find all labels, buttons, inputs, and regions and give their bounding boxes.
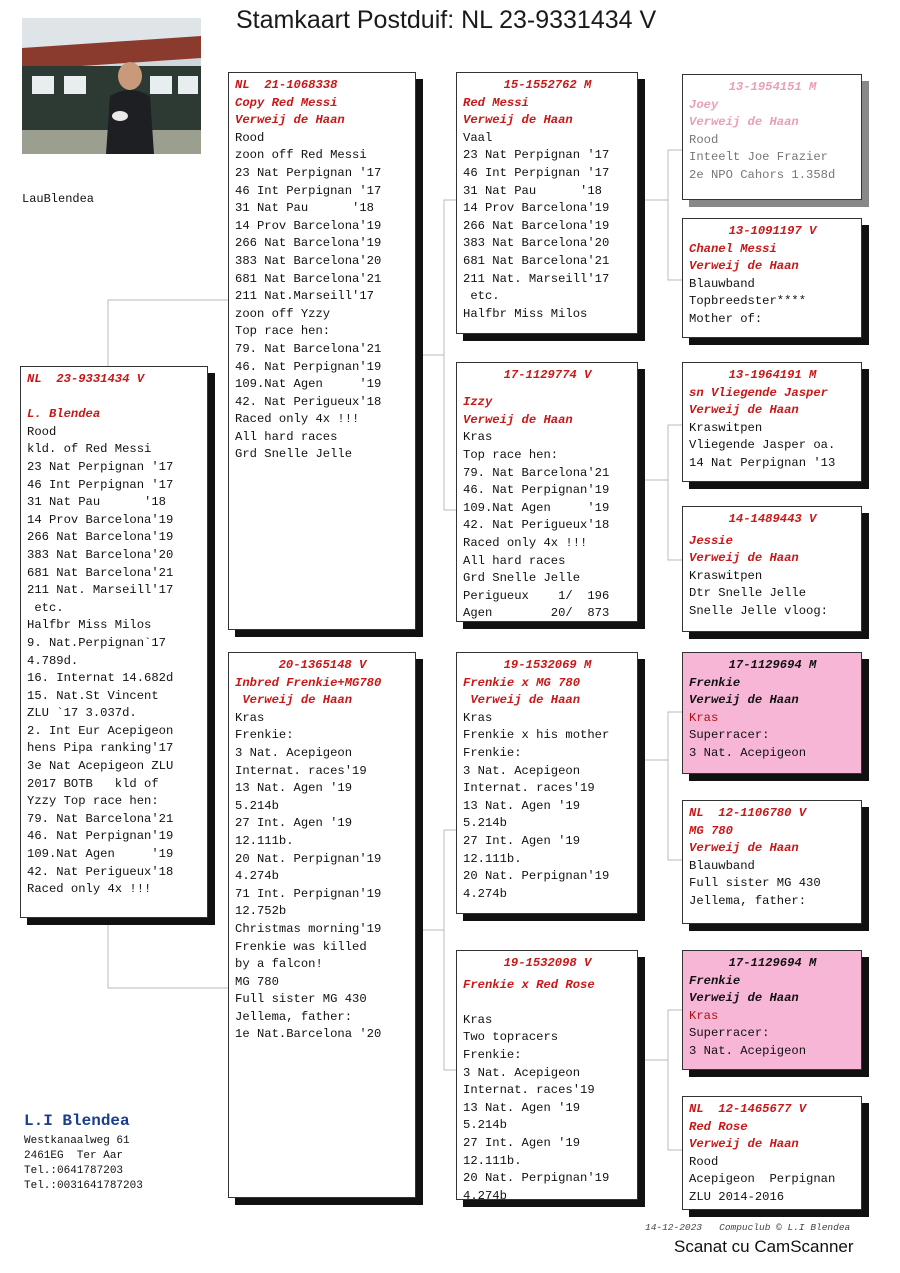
- detail-line: 14 Nat Perpignan '13: [689, 455, 836, 470]
- detail-line: ZLU `17 3.037d.: [27, 706, 137, 721]
- ring-number: 17-1129694 M: [728, 658, 817, 672]
- pigeon-details: [689, 568, 856, 621]
- detail-line: 42. Nat Perigueux'18: [235, 394, 382, 409]
- subject-card: [20, 366, 208, 918]
- detail-line: 3 Nat. Acepigeon: [463, 763, 581, 778]
- detail-line: 23 Nat Perpignan '17: [463, 148, 610, 163]
- pigeon-name: Izzy: [463, 395, 493, 410]
- ring-number: NL 23-9331434 V: [27, 372, 145, 386]
- detail-line: Kras: [463, 430, 493, 445]
- grandparent-card-1: [456, 72, 638, 334]
- page-title: Stamkaart Postduif: NL 23-9331434 V: [236, 6, 657, 34]
- grandparent-card-3: [456, 652, 638, 914]
- detail-line: Kras: [463, 710, 493, 725]
- detail-line: 46 Int Perpignan '17: [235, 183, 382, 198]
- detail-line: 3 Nat. Acepigeon: [463, 1065, 581, 1080]
- detail-line: 681 Nat Barcelona'21: [27, 565, 174, 580]
- detail-line: 13 Nat. Agen '19: [463, 798, 581, 813]
- detail-line: 13 Nat. Agen '19: [463, 1100, 581, 1115]
- detail-line: 79. Nat Barcelona'21: [463, 465, 610, 480]
- detail-line: 2. Int Eur Acepigeon: [27, 723, 174, 738]
- ring-number: NL 21-1068338: [235, 78, 338, 92]
- detail-line: Frenkie was killed: [235, 939, 367, 954]
- ring-number: 20-1365148 V: [278, 658, 367, 672]
- detail-line: 42. Nat Perigueux'18: [27, 864, 174, 879]
- detail-line: 2017 BOTB kld of: [27, 776, 159, 791]
- detail-line: 383 Nat Barcelona'20: [463, 236, 610, 251]
- detail-line: 42. Nat Perigueux'18: [463, 518, 610, 533]
- breeder-name: Verweij de Haan: [689, 403, 799, 418]
- detail-line: 109.Nat Agen '19: [463, 500, 610, 515]
- detail-line: Inteelt Joe Frazier: [689, 150, 828, 165]
- detail-line: Raced only 4x !!!: [235, 412, 360, 427]
- detail-line: Internat. races'19: [463, 1083, 595, 1098]
- detail-line: Yzzy Top race hen:: [27, 794, 159, 809]
- detail-line: Acepigeon Perpignan: [689, 1172, 836, 1187]
- detail-line: Agen 20/ 873: [463, 606, 610, 621]
- pigeon-name: MG 780: [689, 823, 733, 838]
- detail-line: 46 Int Perpignan '17: [27, 477, 174, 492]
- detail-line: Frenkie x his mother: [463, 728, 610, 743]
- detail-line: Christmas morning'19: [235, 921, 382, 936]
- detail-line: zoon off Yzzy: [235, 306, 331, 321]
- great-grandparent-card-5: [682, 652, 862, 774]
- detail-line: etc.: [27, 600, 64, 615]
- detail-line: 14 Prov Barcelona'19: [27, 512, 174, 527]
- ring-number: 13-1091197 V: [728, 224, 817, 238]
- detail-line: Top race hen:: [463, 447, 559, 462]
- print-footer: 14-12-2023 Compuclub © L.I Blendea: [645, 1222, 851, 1233]
- detail-line: 14 Prov Barcelona'19: [463, 201, 610, 216]
- pigeon-details: [689, 420, 856, 473]
- detail-line: 13 Nat. Agen '19: [235, 781, 353, 796]
- great-grandparent-card-4: [682, 506, 862, 632]
- pigeon-name: Red Rose: [689, 1119, 748, 1134]
- detail-line: Raced only 4x !!!: [27, 882, 152, 897]
- detail-line: Jellema, father:: [689, 893, 807, 908]
- detail-line: 71 Int. Perpignan'19: [235, 886, 382, 901]
- ring-number: 15-1552762 M: [503, 78, 592, 92]
- detail-line: Kraswitpen: [689, 568, 763, 583]
- breeder-name: Verweij de Haan: [689, 1137, 799, 1152]
- breeder-name: Verweij de Haan: [689, 841, 799, 856]
- ring-number: 17-1129694 M: [728, 956, 817, 970]
- grandparent-card-2: [456, 362, 638, 622]
- breeder-name: Verweij de Haan: [689, 551, 799, 566]
- detail-line: 5.214b: [235, 798, 279, 813]
- pigeon-name: Frenkie x Red Rose: [463, 977, 595, 992]
- pigeon-details: [463, 710, 632, 904]
- detail-line: 27 Int. Agen '19: [235, 816, 353, 831]
- detail-line: 23 Nat Perpignan '17: [27, 459, 174, 474]
- great-grandparent-card-6: [682, 800, 862, 924]
- detail-line: Rood: [27, 424, 57, 439]
- detail-line: Westkanaalweg 61: [24, 1135, 130, 1147]
- detail-line: Vliegende Jasper oa.: [689, 438, 836, 453]
- pigeon-details: [463, 994, 632, 1200]
- detail-line: Rood: [689, 132, 719, 147]
- breeder-name: Verweij de Haan: [689, 991, 799, 1006]
- pigeon-details: [689, 132, 856, 185]
- detail-line: 3 Nat. Acepigeon: [689, 1043, 807, 1058]
- detail-line: 46. Nat Perpignan'19: [235, 359, 382, 374]
- detail-line: 4.274b: [463, 886, 507, 901]
- detail-line: 14 Prov Barcelona'19: [235, 218, 382, 233]
- pigeon-details: [27, 424, 202, 899]
- detail-line: Full sister MG 430: [235, 992, 367, 1007]
- pigeon-name: Joey: [689, 97, 719, 112]
- detail-line: 211 Nat.Marseill'17: [235, 289, 374, 304]
- breeder-name: Verweij de Haan: [235, 693, 353, 708]
- detail-line: Kras: [689, 1008, 719, 1023]
- pigeon-details: [235, 130, 410, 464]
- detail-line: 109.Nat Agen '19: [235, 377, 382, 392]
- breeder-name: Verweij de Haan: [235, 113, 345, 128]
- pigeon-name: Jessie: [689, 533, 733, 548]
- owner-address: [24, 1134, 143, 1194]
- detail-line: 681 Nat Barcelona'21: [463, 253, 610, 268]
- detail-line: Topbreedster****: [689, 294, 807, 309]
- detail-line: Dtr Snelle Jelle: [689, 586, 807, 601]
- detail-line: etc.: [463, 289, 500, 304]
- pigeon-details: [689, 710, 856, 763]
- pigeon-name: sn Vliegende Jasper: [689, 385, 828, 400]
- detail-line: 2e NPO Cahors 1.358d: [689, 167, 836, 182]
- detail-line: 46 Int Perpignan '17: [463, 165, 610, 180]
- ring-number: 19-1532098 V: [503, 956, 592, 970]
- detail-line: All hard races: [235, 429, 338, 444]
- detail-line: Frenkie:: [463, 1047, 522, 1062]
- detail-line: 4.274b: [463, 1188, 507, 1200]
- detail-line: Two topracers: [463, 1030, 559, 1045]
- detail-line: 383 Nat Barcelona'20: [235, 253, 382, 268]
- owner-tag: LauBlendea: [22, 192, 95, 206]
- detail-line: 15. Nat.St Vincent: [27, 688, 159, 703]
- detail-line: Kras: [689, 710, 719, 725]
- detail-line: 12.752b: [235, 904, 287, 919]
- pigeon-details: [463, 429, 632, 622]
- detail-line: 27 Int. Agen '19: [463, 1135, 581, 1150]
- detail-line: Snelle Jelle vloog:: [689, 603, 828, 618]
- great-grandparent-card-8: [682, 1096, 862, 1210]
- detail-line: 3e Nat Acepigeon ZLU: [27, 759, 174, 774]
- detail-line: Frenkie:: [235, 728, 294, 743]
- pigeon-details: [463, 130, 632, 324]
- breeder-name: Verweij de Haan: [463, 412, 573, 427]
- ring-number: 13-1964191 M: [728, 368, 817, 382]
- detail-line: Rood: [235, 130, 265, 145]
- detail-line: 1e Nat.Barcelona '20: [235, 1027, 382, 1042]
- detail-line: Kras: [463, 1012, 493, 1027]
- detail-line: 79. Nat Barcelona'21: [27, 811, 174, 826]
- breeder-name: Verweij de Haan: [689, 259, 799, 274]
- detail-line: All hard races: [463, 553, 566, 568]
- detail-line: 266 Nat Barcelona'19: [463, 218, 610, 233]
- pigeon-name: Frenkie: [689, 973, 741, 988]
- detail-line: 681 Nat Barcelona'21: [235, 271, 382, 286]
- detail-line: 12.111b.: [235, 833, 294, 848]
- pigeon-details: [689, 276, 856, 329]
- detail-line: hens Pipa ranking'17: [27, 741, 174, 756]
- detail-line: Kraswitpen: [689, 420, 763, 435]
- ring-number: 19-1532069 M: [503, 658, 592, 672]
- detail-line: Top race hen:: [235, 324, 331, 339]
- breeder-name: Verweij de Haan: [463, 693, 581, 708]
- ring-number: 17-1129774 V: [503, 368, 592, 382]
- ring-number: 13-1954151 M: [728, 80, 817, 94]
- detail-line: 109.Nat Agen '19: [27, 847, 174, 862]
- detail-line: Blauwband: [689, 276, 755, 291]
- detail-line: 46. Nat Perpignan'19: [463, 483, 610, 498]
- detail-line: 211 Nat. Marseill'17: [27, 583, 174, 598]
- detail-line: Raced only 4x !!!: [463, 535, 588, 550]
- breeder-name: Verweij de Haan: [689, 693, 799, 708]
- detail-line: Mother of:: [689, 311, 763, 326]
- detail-line: 27 Int. Agen '19: [463, 833, 581, 848]
- detail-line: 23 Nat Perpignan '17: [235, 165, 382, 180]
- detail-line: Tel.:0031641787203: [24, 1180, 143, 1192]
- detail-line: 31 Nat Pau '18: [235, 201, 374, 216]
- pigeon-name: L. Blendea: [27, 407, 101, 422]
- detail-line: 266 Nat Barcelona'19: [27, 530, 174, 545]
- pigeon-details: [689, 1008, 856, 1061]
- detail-line: 211 Nat. Marseill'17: [463, 271, 610, 286]
- detail-line: Grd Snelle Jelle: [463, 571, 581, 586]
- detail-line: Halfbr Miss Milos: [463, 306, 588, 321]
- detail-line: Rood: [689, 1154, 719, 1169]
- detail-line: Internat. races'19: [235, 763, 367, 778]
- detail-line: 12.111b.: [463, 1153, 522, 1168]
- detail-line: [463, 994, 632, 1012]
- detail-line: Internat. races'19: [463, 781, 595, 796]
- ring-number: NL 12-1106780 V: [689, 806, 807, 820]
- detail-line: 4.789d.: [27, 653, 79, 668]
- detail-line: Blauwband: [689, 858, 755, 873]
- detail-line: 31 Nat Pau '18: [463, 183, 602, 198]
- detail-line: 5.214b: [463, 816, 507, 831]
- great-grandparent-card-2: [682, 218, 862, 338]
- detail-line: 20 Nat. Perpignan'19: [235, 851, 382, 866]
- detail-line: 16. Internat 14.682d: [27, 671, 174, 686]
- detail-line: 2461EG Ter Aar: [24, 1150, 124, 1162]
- pigeon-name: Frenkie x MG 780: [463, 675, 581, 690]
- detail-line: Tel.:0641787203: [24, 1165, 124, 1177]
- pigeon-name: Copy Red Messi: [235, 95, 338, 110]
- pigeon-details: [235, 710, 410, 1044]
- great-grandparent-card-1: [682, 74, 862, 200]
- detail-line: 12.111b.: [463, 851, 522, 866]
- detail-line: kld. of Red Messi: [27, 442, 152, 457]
- detail-line: Grd Snelle Jelle: [235, 447, 353, 462]
- breeder-name: Verweij de Haan: [463, 113, 573, 128]
- great-grandparent-card-3: [682, 362, 862, 482]
- detail-line: Full sister MG 430: [689, 876, 821, 891]
- pigeon-name: Frenkie: [689, 675, 741, 690]
- detail-line: 383 Nat Barcelona'20: [27, 547, 174, 562]
- detail-line: 4.274b: [235, 869, 279, 884]
- breeder-name: Verweij de Haan: [689, 115, 799, 130]
- detail-line: by a falcon!: [235, 957, 323, 972]
- detail-line: 9. Nat.Perpignan`17: [27, 635, 166, 650]
- detail-line: Superracer:: [689, 728, 770, 743]
- detail-line: Vaal: [463, 130, 493, 145]
- detail-line: 20 Nat. Perpignan'19: [463, 1171, 610, 1186]
- detail-line: Kras: [235, 710, 265, 725]
- detail-line: 20 Nat. Perpignan'19: [463, 869, 610, 884]
- detail-line: 79. Nat Barcelona'21: [235, 341, 382, 356]
- pigeon-details: [689, 858, 856, 911]
- detail-line: Jellema, father:: [235, 1009, 353, 1024]
- detail-line: zoon off Red Messi: [235, 148, 367, 163]
- detail-line: 31 Nat Pau '18: [27, 495, 166, 510]
- pigeon-name: Inbred Frenkie+MG780: [235, 675, 382, 690]
- pigeon-details: [689, 1154, 856, 1207]
- grandparent-card-4: [456, 950, 638, 1200]
- owner-contact: [24, 1112, 143, 1194]
- detail-line: 3 Nat. Acepigeon: [235, 745, 353, 760]
- detail-line: 266 Nat Barcelona'19: [235, 236, 382, 251]
- pigeon-name: Chanel Messi: [689, 241, 777, 256]
- sire-card: [228, 72, 416, 630]
- owner-name: L.I Blendea: [24, 1112, 130, 1130]
- dam-card: [228, 652, 416, 1198]
- detail-line: Frenkie:: [463, 745, 522, 760]
- scanner-watermark: Scanat cu CamScanner: [674, 1237, 854, 1256]
- ring-number: 14-1489443 V: [728, 512, 817, 526]
- detail-line: 46. Nat Perpignan'19: [27, 829, 174, 844]
- detail-line: 5.214b: [463, 1118, 507, 1133]
- detail-line: ZLU 2014-2016: [689, 1189, 785, 1204]
- great-grandparent-card-7: [682, 950, 862, 1070]
- detail-line: Superracer:: [689, 1026, 770, 1041]
- detail-line: 3 Nat. Acepigeon: [689, 745, 807, 760]
- detail-line: MG 780: [235, 974, 279, 989]
- detail-line: Halfbr Miss Milos: [27, 618, 152, 633]
- pigeon-name: Red Messi: [463, 95, 529, 110]
- ring-number: NL 12-1465677 V: [689, 1102, 807, 1116]
- detail-line: Perigueux 1/ 196: [463, 588, 610, 603]
